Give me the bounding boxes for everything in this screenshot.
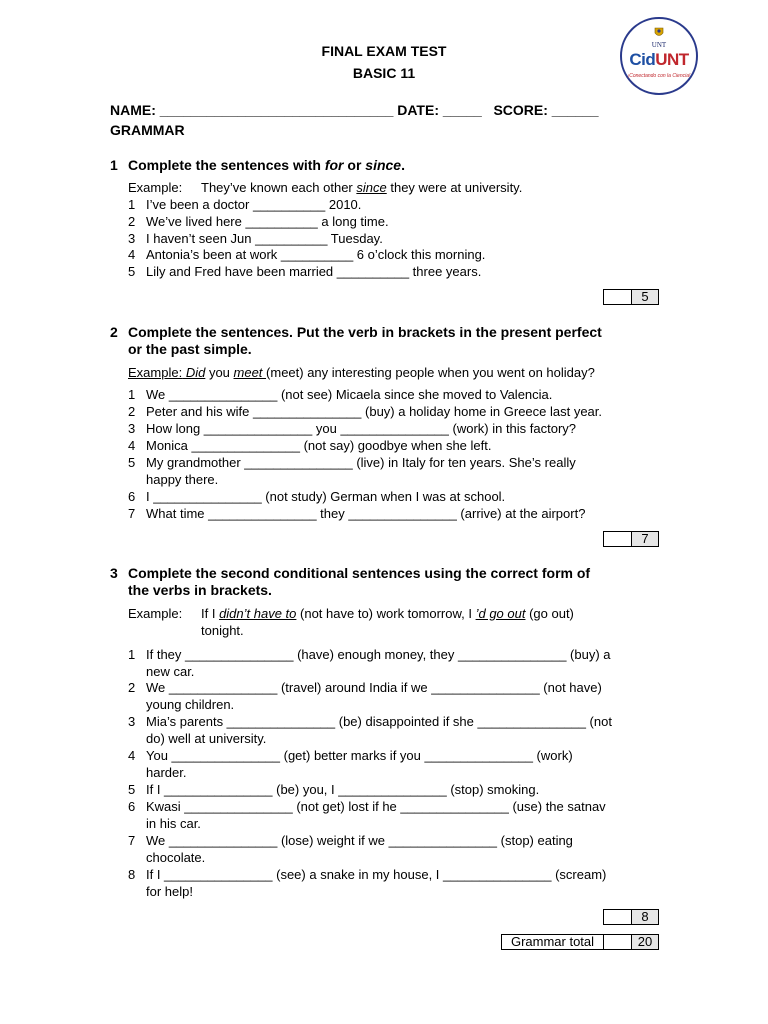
q3-item-number: 2 (128, 680, 136, 695)
title-line-2: BASIC 11 (352, 65, 416, 81)
q3-item-text: If they _______________ (have) enough money, they _______________ (buy) a (146, 647, 611, 662)
grammar-total-box (501, 934, 659, 950)
q3-example-mid: (not have to) work tomorrow, I (296, 606, 476, 621)
q1-heading (128, 157, 405, 174)
q1-item-text: Antonia’s been at work __________ 6 o’clock this morning. (146, 247, 486, 262)
q3-item-number: 7 (128, 833, 136, 848)
q3-item-text: You _______________ (get) better marks if you _______________ (work) (146, 748, 573, 763)
q3-item-text: Mia’s parents _______________ (be) disappointed if she _______________ (not (146, 714, 612, 729)
q3-item-text: We _______________ (lose) weight if we _______________ (stop) eating (146, 833, 573, 848)
q3-item-text: If I _______________ (be) you, I _______________ (stop) smoking. (146, 782, 540, 797)
q3-item-text-continued: in his car. (146, 816, 201, 831)
q3-item-text: We _______________ (travel) around India if we _______________ (not have) (146, 680, 602, 695)
q2-example-label: Example: (128, 365, 183, 380)
grammar-total-blank[interactable] (603, 935, 631, 949)
q2-item (0, 489, 768, 505)
q2-heading-line-2: or the past simple. (128, 341, 252, 357)
q3-item-text-continued: for help! (146, 884, 193, 899)
q1-item-text: Lily and Fred have been married __________ three years. (146, 264, 482, 279)
q3-item (0, 680, 768, 713)
q2-item-text: My grandmother _______________ (live) in Italy for ten years. She’s really (146, 455, 576, 470)
q3-example-u2: ’d go out (475, 606, 526, 621)
q2-example-meet: meet (233, 365, 267, 380)
logo-brand (622, 50, 696, 70)
q1-item (0, 214, 768, 230)
q1-heading-end: . (401, 157, 405, 173)
q3-item (0, 833, 768, 866)
q3-item (0, 782, 768, 798)
q2-item-number: 5 (128, 455, 136, 470)
q2-score-value: 7 (631, 532, 658, 546)
q1-example-pre: They’ve known each other (201, 180, 357, 195)
q2-item-text: Peter and his wife _______________ (buy) a holiday home in Greece last year. (146, 404, 603, 419)
q2-item (0, 404, 768, 420)
q1-item-number: 1 (128, 197, 136, 212)
q1-item (0, 231, 768, 247)
q1-item-number: 2 (128, 214, 136, 229)
q1-item (0, 197, 768, 213)
q2-item-number: 2 (128, 404, 136, 419)
q3-example (201, 606, 574, 622)
q1-heading-since: since (365, 157, 402, 173)
q1-item-text: I haven’t seen Jun __________ Tuesday. (146, 231, 383, 246)
q1-item-text: We’ve lived here __________ a long time. (146, 214, 389, 229)
q2-item-number: 1 (128, 387, 136, 402)
q3-item-text-continued: young children. (146, 697, 235, 712)
cidunt-logo (620, 17, 698, 95)
name-date-score-line: NAME: ______________________________ DATE: _____ SCORE: ______ (110, 102, 599, 118)
q1-score-value: 5 (631, 290, 658, 304)
q3-score-blank[interactable] (604, 910, 631, 924)
q3-item-number: 8 (128, 867, 136, 882)
q3-heading-line-2: the verbs in brackets. (128, 582, 272, 598)
q1-example (201, 180, 522, 196)
q3-item-number: 1 (128, 647, 136, 662)
q3-example-pre: If I (201, 606, 220, 621)
q1-item (0, 247, 768, 263)
q3-item-text-continued: harder. (146, 765, 187, 780)
q3-item (0, 799, 768, 832)
q3-item-text-continued: chocolate. (146, 850, 206, 865)
logo-brand-left: Cid (629, 50, 656, 69)
logo-brand-right: UNT (655, 50, 689, 69)
q3-item-number: 6 (128, 799, 136, 814)
q3-score-value: 8 (631, 910, 658, 924)
q2-item (0, 506, 768, 522)
q3-example-post: (go out) (525, 606, 574, 621)
q1-example-label: Example: (128, 180, 183, 195)
q3-example-label: Example: (128, 606, 183, 621)
q3-item-text: If I _______________ (see) a snake in my house, I _______________ (scream) (146, 867, 607, 882)
q2-item-text: What time _______________ they _______________ (arrive) at the airport? (146, 506, 586, 521)
q1-item (0, 264, 768, 280)
q1-score-box (603, 289, 659, 305)
q2-example-you: you (205, 365, 234, 380)
q3-item (0, 714, 768, 747)
q2-item-number: 3 (128, 421, 136, 436)
q3-item (0, 647, 768, 680)
q3-number: 3 (110, 565, 118, 581)
q1-heading-for: for (324, 157, 344, 173)
q1-score-blank[interactable] (604, 290, 631, 304)
grammar-total-label: Grammar total (510, 934, 595, 949)
q1-item-text: I’ve been a doctor __________ 2010. (146, 197, 362, 212)
q2-item (0, 421, 768, 437)
q3-item-text-continued: new car. (146, 664, 195, 679)
q3-item-number: 3 (128, 714, 136, 729)
q1-item-number: 3 (128, 231, 136, 246)
q3-example-u1: didn’t have to (219, 606, 297, 621)
q1-example-word: since (356, 180, 387, 195)
q2-item-number: 7 (128, 506, 136, 521)
q2-item-text: I _______________ (not study) German when I was at school. (146, 489, 506, 504)
q3-item (0, 748, 768, 781)
q2-number: 2 (110, 324, 118, 340)
logo-unt-text: UNT (651, 41, 667, 49)
q2-item-text: We _______________ (not see) Micaela since she moved to Valencia. (146, 387, 553, 402)
q2-item (0, 455, 768, 488)
q2-item-text: How long _______________ you _______________ (work) in this factory? (146, 421, 577, 436)
logo-tagline: ¡Conectando con la Ciencia! (627, 73, 691, 79)
grammar-total-value: 20 (631, 935, 658, 949)
q2-example-post: (meet) any interesting people when you went on holiday? (266, 365, 595, 380)
title-line-1: FINAL EXAM TEST (321, 43, 447, 59)
q3-item-text: Kwasi _______________ (not get) lost if he _______________ (use) the satnav (146, 799, 606, 814)
q3-score-box (603, 909, 659, 925)
q2-score-blank[interactable] (604, 532, 631, 546)
q2-item-text-continued: happy there. (146, 472, 219, 487)
q2-item-text: Monica _______________ (not say) goodbye when she left. (146, 438, 492, 453)
q1-number: 1 (110, 157, 118, 173)
crest-icon (653, 26, 665, 38)
q3-item-text-continued: do) well at university. (146, 731, 267, 746)
q2-score-box (603, 531, 659, 547)
q2-item-number: 6 (128, 489, 136, 504)
q3-item-number: 5 (128, 782, 136, 797)
q3-item (0, 867, 768, 900)
q1-item-number: 4 (128, 247, 136, 262)
q1-item-number: 5 (128, 264, 136, 279)
q2-item (0, 438, 768, 454)
q3-example-line-2: tonight. (201, 623, 244, 638)
q2-item-number: 4 (128, 438, 136, 453)
q1-heading-pre: Complete the sentences with (128, 157, 325, 173)
q1-heading-mid: or (343, 157, 366, 173)
q2-heading-line-1: Complete the sentences. Put the verb in brackets in the present perfect (128, 324, 602, 340)
q3-heading-line-1: Complete the second conditional sentences using the correct form of (128, 565, 591, 581)
section-title: GRAMMAR (110, 122, 185, 138)
q2-example-did: Did (182, 365, 206, 380)
q3-item-number: 4 (128, 748, 136, 763)
q2-item (0, 387, 768, 403)
q2-example (128, 365, 595, 381)
q1-example-post: they were at university. (386, 180, 523, 195)
